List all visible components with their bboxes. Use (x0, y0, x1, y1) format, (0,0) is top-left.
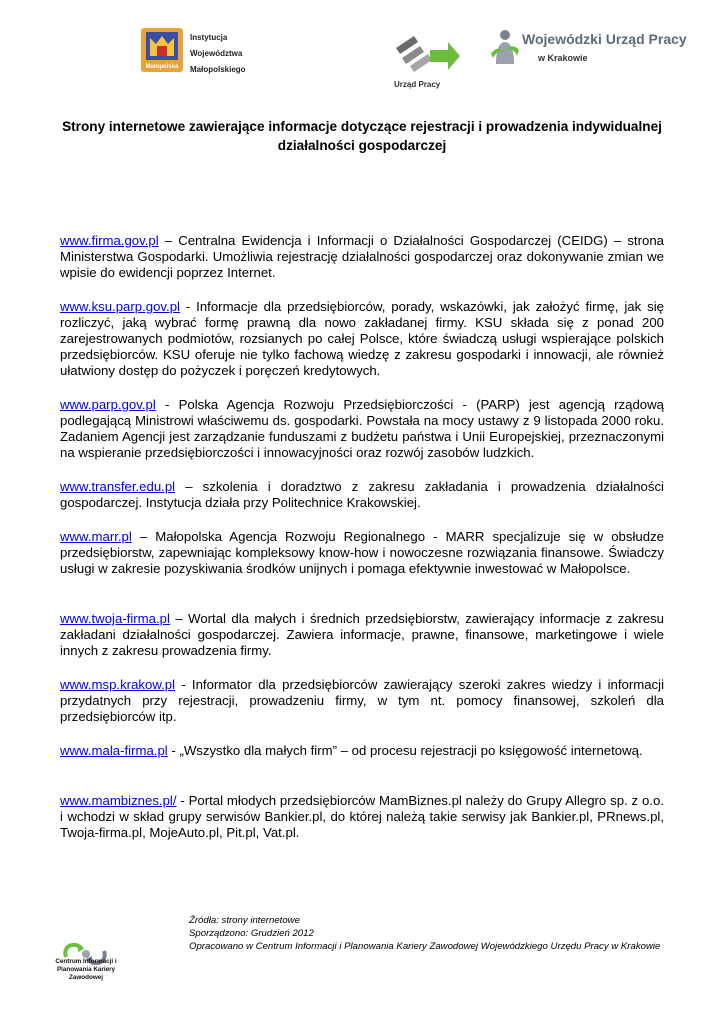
list-item (60, 397, 664, 461)
list-item (60, 677, 664, 725)
link-twoja-firma[interactable]: www.twoja-firma.pl (60, 611, 170, 626)
list-item (60, 743, 664, 759)
link-transfer-edu[interactable]: www.transfer.edu.pl (60, 479, 176, 494)
entry-description: - Informator dla przedsiębiorców zawierający szeroki zakres wiedzy i informacji przydatnych przy rejestracji, prowadzeniu firmy, w tym nt. pomocy finansowej, szkoleń dla przedsiębiorców itp. (60, 677, 664, 724)
link-marr[interactable]: www.marr.pl (60, 529, 132, 544)
page-title: Strony internetowe zawierające informacje dotyczące rejestracji i prowadzenia indywidualnej działalności gospodarczej (62, 119, 662, 153)
urzad-pracy-logo-icon (392, 28, 462, 78)
malopolska-line-2: Województwa (190, 49, 243, 58)
entry-description: - Polska Agencja Rozwoju Przedsiębiorczości - (PARP) jest agencją rządową podlegającą Ministrowi właściwemu ds. gospodarki. Powstała na mocy ustawy z 9 listopada 2000 roku. Zadaniem Agencji jest zarządzanie funduszami z budżetu państwa i Unii Europejskiej, przeznaczonymi na wspieranie przedsiębiorczości i innowacyjności oraz rozwój zasobów ludzkich. (60, 397, 664, 460)
link-ksu-parp[interactable]: www.ksu.parp.gov.pl (60, 299, 180, 314)
footer-date: Sporządzono: Grudzień 2012 (189, 928, 314, 939)
footer-prepared-by: Opracowano w Centrum Informacji i Planowania Kariery Zawodowej Wojewódzkiego Urzędu Pracy w Krakowie (189, 941, 661, 952)
footer-notes (189, 914, 669, 953)
entry-description: – szkolenia i doradztwo z zakresu zakładania i prowadzenia działalności gospodarczej. Instytucja działa przy Politechnice Krakowskiej. (60, 479, 664, 510)
list-item (60, 529, 664, 577)
list-item (60, 611, 664, 659)
entry-description: – Małopolska Agencja Rozwoju Regionalnego - MARR specjalizuje się w obsłudze przedsiębiorstw, zapewniając kompleksowy know-how i nowoczesne rozwiązania finansowe. Świadczy usługi w zakresie pozyskiwania środków unijnych i pomaga efektywnie inwestować w Małopolsce. (60, 529, 664, 576)
link-parp[interactable]: www.parp.gov.pl (60, 397, 156, 412)
malopolska-line-1: Instytucja (190, 33, 228, 42)
link-mala-firma[interactable]: www.mala-firma.pl (60, 743, 168, 758)
link-firma-gov[interactable]: www.firma.gov.pl (60, 233, 159, 248)
entry-description: – Centralna Ewidencja i Informacji o Działalności Gospodarczej (CEIDG) – strona Ministerstwa Gospodarki. Umożliwia rejestrację działalności gospodarczej oraz dokonywanie zmian we wpisie do ewidencji poprzez Internet. (60, 233, 664, 280)
footer-source: Źródła: strony internetowe (189, 915, 300, 926)
list-item (60, 793, 664, 841)
link-msp-krakow[interactable]: www.msp.krakow.pl (60, 677, 176, 692)
wup-title: Wojewódzki Urząd Pracy (522, 31, 687, 47)
link-mambiznes[interactable]: www.mambiznes.pl/ (60, 793, 177, 808)
urzad-pracy-caption: Urząd Pracy (394, 80, 441, 89)
wup-logo-icon (488, 28, 522, 66)
malopolska-institution-text (190, 30, 246, 78)
entry-description: - Portal młodych przedsiębiorców MamBiznes.pl należy do Grupy Allegro sp. z o.o. i wchodzi w skład grupy serwisów Bankier.pl, do której należą takie serwisy jak Bankier.pl, PRnews.pl, Twoja-firma.pl, MojeAuto.pl, Pit.pl, Vat.pl. (60, 793, 664, 840)
centrum-logo-caption: Centrum Informacji i Planowania Kariery Zawodowej (55, 958, 117, 981)
malopolska-logo-icon (141, 28, 183, 72)
wup-subtitle: w Krakowie (538, 53, 588, 63)
entry-description: - Informacje dla przedsiębiorców, porady, wskazówki, jak założyć firmę, jak się rozliczyć, jaką wybrać formę prawną dla nowo zakładanej firmy. KSU składa się z ponad 200 zarejestrowanych podmiotów, rozsianych po całej Polsce, które świadczą usługi wspierające polskich przedsiębiorców. KSU oferuje nie tylko fachową wiedzę z zakresu gospodarki i innowacji, ale również ułatwiony dostęp do pożyczek i poręczeń kredytowych. (60, 299, 664, 378)
list-item (60, 479, 664, 511)
link-list (60, 233, 664, 859)
entry-description: – Wortal dla małych i średnich przedsiębiorstw, zawierający informacje z zakresu zakładani działalności gospodarczej. Zawiera informacje, prawne, finansowe, marketingowe i wiele innych z zakresu prowadzenia firmy. (60, 611, 664, 658)
list-item (60, 233, 664, 281)
entry-description: - „Wszystko dla małych firm” – od procesu rejestracji po księgowość internetową. (167, 743, 643, 758)
malopolska-line-3: Małopolskiego (190, 65, 246, 74)
list-item (60, 299, 664, 379)
page-header (0, 0, 724, 100)
malopolska-logo-text: Małopolska (145, 64, 179, 70)
